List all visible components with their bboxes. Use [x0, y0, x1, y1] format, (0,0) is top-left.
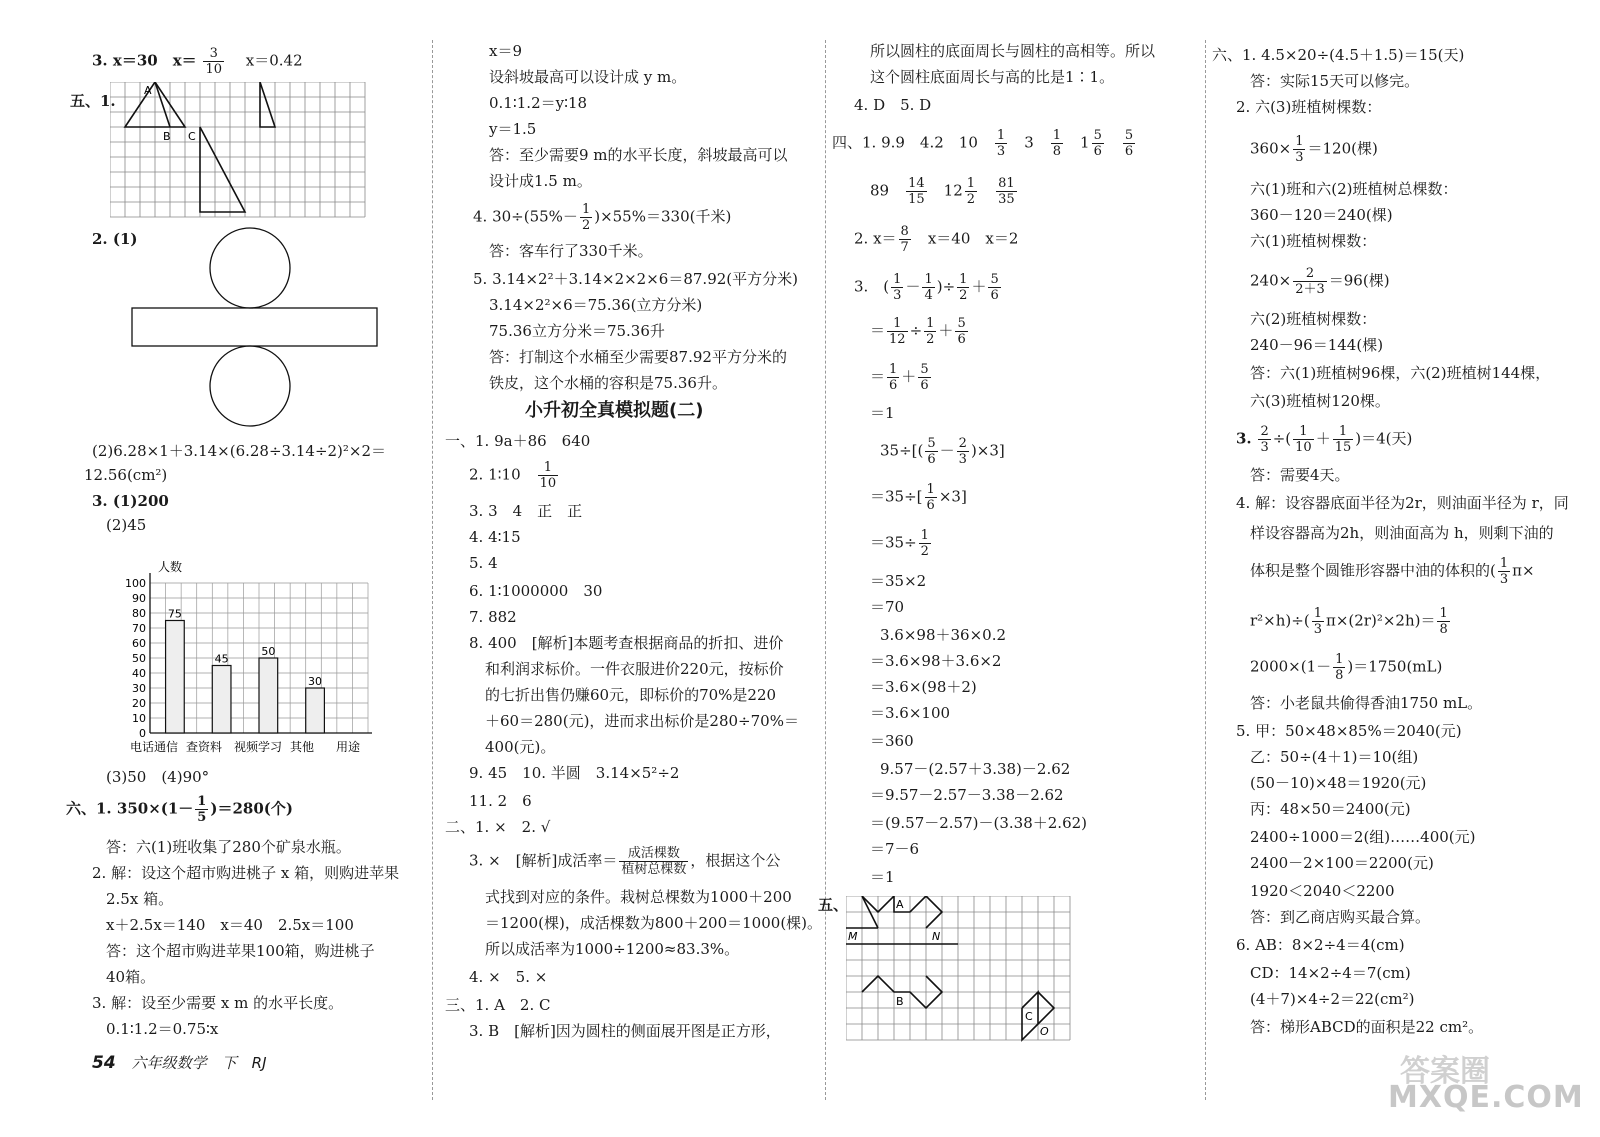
answer-line: (2)6.28×1＋3.14×(6.28÷3.14÷2)²×2＝ — [92, 442, 387, 460]
bar — [306, 688, 325, 733]
answer-line: 3. B [解析]因为圆柱的侧面展开图是正方形， — [469, 1022, 781, 1040]
answer-line: 一、1. 9a＋86 640 — [445, 432, 591, 450]
answer-line: 4. 30÷(55%－ $\frac{1}{2}$ )×55%＝330(千米) — [473, 202, 732, 233]
answer-line: 2000×(1－ $\frac{1}{8}$ )＝1750(mL) — [1250, 652, 1443, 683]
fraction: $\frac{1}{3}$ — [1313, 606, 1322, 637]
fraction: $\frac{1}{2}$ — [926, 316, 935, 347]
circle-bottom — [210, 346, 290, 426]
fraction: $\frac{5}{6}$ — [990, 272, 999, 303]
fraction: $\frac{1}{2}$ — [920, 528, 929, 559]
fraction: $\frac{1}{12}$ — [889, 316, 906, 347]
watermark-logo: 答案圈 — [1400, 1054, 1490, 1089]
answer-line: 和利润求标价。一件衣服进价220元，按标价 — [485, 660, 784, 678]
answer-line: 设计成1.5 m。 — [489, 172, 592, 190]
answer-line: ＝1 — [870, 404, 895, 422]
answer-line: 答：这个超市购进苹果100箱，购进桃子 — [106, 942, 375, 960]
answer-line: 7. 882 — [469, 608, 517, 626]
answer-line: 答：实际15天可以修完。 — [1250, 72, 1420, 90]
answer-line: 设斜坡最高可以设计成 y m。 — [489, 68, 687, 86]
answer-line: ＋60＝280(元)，进而求出标价是280÷70%＝ — [485, 712, 799, 730]
answer-line: 35÷[( $\frac{5}{6}$ － $\frac{2}{3}$ )×3] — [880, 436, 1005, 467]
y-axis-label: 人数 — [158, 560, 183, 574]
answer-line: 5. 4 — [469, 554, 498, 572]
answer-line: ＝(9.57－2.57)－(3.38＋2.62) — [870, 814, 1088, 832]
answer-line: ＝ $\frac{1}{12}$ ÷ $\frac{1}{2}$ ＋ $\frac{5}{6}$ — [870, 316, 966, 347]
answer-line: ＝7－6 — [870, 840, 920, 858]
answer-line: ＝35÷[ $\frac{1}{6}$ ×3] — [870, 482, 967, 513]
fraction: $\frac{1}{8}$ — [1439, 606, 1448, 637]
svg-text:B: B — [896, 995, 904, 1008]
answer-line: 六(3)班植树120棵。 — [1250, 392, 1390, 410]
answer-line: 2.5x 箱。 — [106, 890, 174, 908]
answer-line: x＝9 — [489, 42, 523, 60]
x-category-label: 视频学习 — [234, 740, 283, 754]
x-axis-label: 用途 — [336, 740, 361, 754]
answer-line: 12.56(cm²) — [84, 466, 168, 484]
y-tick-label: 30 — [132, 682, 146, 695]
y-tick-label: 70 — [132, 622, 146, 635]
grid-figure-1 — [110, 82, 370, 222]
answer-line: 2. 六(3)班植树棵数： — [1236, 98, 1382, 116]
fraction: $\frac{3}{10}$ — [205, 46, 222, 77]
fraction: $\frac{1}{3}$ — [1499, 556, 1509, 587]
fraction: $\frac{1}{15}$ — [1334, 424, 1352, 455]
grid-figure-2 — [846, 896, 1086, 1046]
fraction: $\frac{1}{6}$ — [926, 482, 935, 513]
fraction: $\frac{8}{7}$ — [900, 224, 909, 255]
answer-line: 答：至少需要9 m的水平长度，斜坡最高可以 — [489, 146, 788, 164]
answer-line: 答：客车行了330千米。 — [489, 242, 653, 260]
answer-line: 75.36立方分米＝75.36升 — [489, 322, 665, 340]
fraction: $\frac{14}{15}$ — [908, 176, 925, 207]
answer-line: (3)50 (4)90° — [106, 768, 210, 786]
answer-line: 4. 4∶15 — [469, 528, 521, 546]
cylinder-net-figure — [130, 226, 380, 466]
svg-text:A: A — [896, 898, 904, 911]
answer-line: 的七折出售仍赚60元，即标价的70%是220 — [485, 686, 777, 704]
answer-line: (4＋7)×4÷2＝22(cm²) — [1250, 990, 1415, 1008]
fraction: $\frac{2}{3}$ — [958, 436, 967, 467]
circle-top — [210, 228, 290, 308]
book-label: 六年级数学 下 RJ — [131, 1054, 267, 1072]
answer-line: 答：梯形ABCD的面积是22 cm²。 — [1250, 1018, 1484, 1036]
fraction: $\frac{1}{8}$ — [1335, 652, 1344, 683]
answer-line: 3. $\frac{2}{3}$ ÷( $\frac{1}{10}$ ＋ $\frac{1}{15}$ )＝4(天) — [1236, 424, 1413, 455]
bar-data-label: 30 — [308, 675, 323, 688]
y-tick-label: 40 — [132, 667, 146, 680]
answer-line: 式找到对应的条件。栽树总棵数为1000＋200 — [485, 888, 792, 906]
answer-line: y＝1.5 — [489, 120, 537, 138]
fraction: $\frac{5}{6}$ — [1093, 128, 1102, 159]
triangle-shape — [260, 82, 275, 127]
fraction: $\frac{1}{5}$ — [197, 794, 207, 825]
answer-line: 答：小老鼠共偷得香油1750 mL。 — [1250, 694, 1483, 712]
answer-line: 9.57－(2.57＋3.38)－2.62 — [880, 760, 1071, 778]
svg-text:O: O — [1040, 1025, 1049, 1038]
fraction: $\frac{81}{35}$ — [998, 176, 1015, 207]
fraction: $\frac{2}{2+3}$ — [1295, 266, 1325, 297]
triangle-shape — [200, 127, 245, 212]
column-divider — [432, 40, 433, 1100]
rectangle-side — [132, 308, 377, 346]
answer-line: 40箱。 — [106, 968, 156, 986]
answer-line: 六(2)班植树棵数： — [1250, 310, 1377, 328]
answer-line: 4. × 5. × — [469, 968, 548, 986]
answer-line: ＝3.6×100 — [870, 704, 951, 722]
answer-line: (50－10)×48＝1920(元) — [1250, 774, 1427, 792]
answer-line: ＝360 — [870, 732, 914, 750]
answer-line: 2. x＝ $\frac{8}{7}$ x＝40 x＝2 — [854, 224, 1019, 255]
answer-line: (2)45 — [106, 516, 147, 534]
fraction: $\frac{5}{6}$ — [957, 316, 966, 347]
answer-line: 0.1∶1.2＝y∶18 — [489, 94, 588, 112]
answer-line: 0.1∶1.2＝0.75∶x — [106, 1020, 219, 1038]
answer-line: x＋2.5x＝140 x＝40 2.5x＝100 — [106, 916, 354, 934]
bar — [212, 666, 231, 734]
answer-line: 六、1. 4.5×20÷(4.5＋1.5)＝15(天) — [1212, 46, 1465, 64]
bar — [259, 658, 278, 733]
answer-line: 4. 解：设容器底面半径为2r，则油面半径为 r，同 — [1236, 494, 1569, 512]
answer-line: 89 $\frac{14}{15}$ 12 $\frac{1}{2}$ $\frac{81}{35}$ — [870, 176, 1015, 207]
svg-text:N: N — [932, 930, 941, 943]
answer-line: 3.6×98＋36×0.2 — [880, 626, 1007, 644]
answer-line: 5. 甲：50×48×85%＝2040(元) — [1236, 722, 1462, 740]
answer-line: 乙：50÷(4＋1)＝10(组) — [1250, 748, 1419, 766]
answer-line: ＝3.6×(98＋2) — [870, 678, 977, 696]
y-tick-label: 50 — [132, 652, 146, 665]
answer-line: 4. D 5. D — [854, 96, 932, 114]
answer-line: 1920＜2040＜2200 — [1250, 882, 1395, 900]
fraction: $\frac{2}{3}$ — [1260, 424, 1269, 455]
answer-line: 铁皮，这个水桶的容积是75.36升。 — [489, 374, 727, 392]
bar-data-label: 50 — [261, 645, 276, 658]
answer-line: 11. 2 6 — [469, 792, 532, 810]
answer-line: 3. ( $\frac{1}{3}$ － $\frac{1}{4}$ )÷ $\frac{1}{2}$ ＋ $\frac{5}{6}$ — [854, 272, 999, 303]
svg-text:A: A — [144, 84, 152, 97]
answer-line: 所以圆柱的底面周长与圆柱的高相等。所以 — [870, 42, 1156, 60]
answer-line: 丙：48×50＝2400(元) — [1250, 800, 1411, 818]
fraction: $\frac{1}{10}$ — [1295, 424, 1312, 455]
answer-line: ＝35×2 — [870, 572, 927, 590]
answer-line: 3. × [解析]成活率＝ $\frac{\text{成活棵数}}{\text{植树总棵数}}$ ，根据这个公 — [469, 846, 781, 877]
answer-line: 四、1. 9.9 4.2 10 $\frac{1}{3}$ 3 $\frac{1}{8}$ 1 $\frac{5}{6}$ $\frac{5}{6}$ — [832, 128, 1134, 159]
y-tick-label: 80 — [132, 607, 146, 620]
y-tick-label: 60 — [132, 637, 146, 650]
svg-text:C: C — [188, 130, 196, 143]
bar — [166, 621, 185, 734]
fraction: $\frac{\text{成活棵数}}{\text{植树总棵数}}$ — [621, 846, 687, 877]
x-category-label: 电话通信 — [130, 740, 179, 754]
answer-line: 2. 解：设这个超市购进桃子 x 箱，则购进苹果 — [92, 864, 400, 882]
answer-line: 三、1. A 2. C — [445, 996, 551, 1014]
svg-text:B: B — [163, 130, 171, 143]
fraction: $\frac{1}{8}$ — [1052, 128, 1062, 159]
answer-line: 240× $\frac{2}{2+3}$ ＝96(棵) — [1250, 266, 1390, 297]
answer-line: 答：到乙商店购买最合算。 — [1250, 908, 1431, 926]
answer-line: 所以成活率为1000÷1200≈83.3%。 — [485, 940, 740, 958]
column-divider — [825, 40, 826, 1100]
fraction: $\frac{1}{2}$ — [581, 202, 591, 233]
x-category-label: 其他 — [290, 740, 315, 754]
fraction: $\frac{5}{6}$ — [920, 362, 929, 393]
page-footer — [92, 1052, 267, 1073]
section-title: 小升初全真模拟题(二) — [525, 400, 704, 421]
answer-line: 360－120＝240(棵) — [1250, 206, 1393, 224]
answer-line: 体积是整个圆锥形容器中油的体积的( $\frac{1}{3}$ π× — [1250, 556, 1535, 587]
answer-line: 六(1)班植树棵数： — [1250, 232, 1377, 250]
answer-line: 2. 1∶10 $\frac{1}{10}$ — [469, 460, 557, 491]
answer-line: 8. 400 [解析]本题考查根据商品的折扣、进价 — [469, 634, 784, 652]
fraction: $\frac{1}{2}$ — [966, 176, 976, 207]
page-number: 54 — [92, 1053, 116, 1073]
answer-line: 样设容器高为2h，则油面高为 h，则剩下油的 — [1250, 524, 1554, 542]
answer-line: 5. 3.14×2²＋3.14×2×2×6＝87.92(平方分米) — [473, 270, 798, 288]
answer-line: 六、1. 350×(1－ $\frac{1}{5}$ )＝280(个) — [66, 794, 293, 825]
fraction: $\frac{1}{10}$ — [539, 460, 557, 491]
answer-line: ＝70 — [870, 598, 905, 616]
fraction: $\frac{1}{6}$ — [889, 362, 898, 393]
bar-chart — [112, 538, 432, 763]
watermark: MXQE.COM — [1388, 1080, 1584, 1115]
answer-line: 3.14×2²×6＝75.36(立方分米) — [489, 296, 703, 314]
question-label: 2. (1) — [92, 230, 138, 248]
answer-line: ＝1200(棵)，成活棵数为800＋200＝1000(棵)。 — [485, 914, 823, 932]
svg-text:M: M — [848, 930, 858, 943]
answer-line: 3. 解：设至少需要 x m 的水平长度。 — [92, 994, 344, 1012]
answer-line: 9. 45 10. 半圆 3.14×5²÷2 — [469, 764, 680, 782]
answer-line: ＝35÷ $\frac{1}{2}$ — [870, 528, 929, 559]
x-category-label: 查资料 — [186, 740, 223, 754]
fraction: $\frac{1}{3}$ — [893, 272, 902, 303]
column-divider — [1205, 40, 1206, 1100]
answer-line: 240－96＝144(棵) — [1250, 336, 1384, 354]
svg-text:C: C — [1025, 1010, 1033, 1023]
answer-line: 6. 1∶1000000 30 — [469, 582, 603, 600]
answer-line: 答：六(1)班植树96棵，六(2)班植树144棵， — [1250, 364, 1551, 382]
section-heading: 五、1. — [70, 92, 116, 110]
section-heading: 五、 — [818, 896, 849, 914]
fraction: $\frac{1}{4}$ — [924, 272, 933, 303]
answer-line: r²×h)÷( $\frac{1}{3}$ π×(2r)²×2h)＝ $\frac{1}{8}$ — [1250, 606, 1448, 637]
answer-line: ＝1 — [870, 868, 895, 886]
fraction: $\frac{5}{6}$ — [927, 436, 936, 467]
y-tick-label: 10 — [132, 712, 146, 725]
answer-line: 3. x＝30 x＝ $\frac{3}{10}$ x＝0.42 — [92, 46, 303, 77]
answer-line: 答：打制这个水桶至少需要87.92平方分米的 — [489, 348, 787, 366]
answer-line: 6. AB：8×2÷4＝4(cm) — [1236, 936, 1405, 954]
fraction: $\frac{1}{2}$ — [959, 272, 968, 303]
answer-line: 400(元)。 — [485, 738, 556, 756]
y-tick-label: 100 — [125, 577, 146, 590]
answer-line: ＝ $\frac{1}{6}$ ＋ $\frac{5}{6}$ — [870, 362, 929, 393]
answer-line: 3. (1)200 — [92, 492, 169, 510]
fraction: $\frac{5}{6}$ — [1124, 128, 1134, 159]
answer-line: CD：14×2÷4＝7(cm) — [1250, 964, 1411, 982]
answer-line: ＝3.6×98＋3.6×2 — [870, 652, 1002, 670]
answer-line: 六(1)班和六(2)班植树总棵数： — [1250, 180, 1458, 198]
y-tick-label: 20 — [132, 697, 146, 710]
y-tick-label: 90 — [132, 592, 146, 605]
answer-line: 这个圆柱底面周长与高的比是1∶1。 — [870, 68, 1115, 86]
bar-data-label: 45 — [214, 652, 229, 666]
answer-line: 2400÷1000＝2(组)……400(元) — [1250, 828, 1476, 846]
answer-line: 答：需要4天。 — [1250, 466, 1350, 484]
answer-line: 2400－2×100＝2200(元) — [1250, 854, 1434, 872]
answer-line: 3. 3 4 正 正 — [469, 502, 583, 520]
answer-line: 二、1. × 2. √ — [445, 818, 551, 836]
fraction: $\frac{1}{3}$ — [1295, 134, 1304, 165]
answer-line: ＝9.57－2.57－3.38－2.62 — [870, 786, 1064, 804]
y-tick-label: 0 — [139, 727, 146, 740]
fraction: $\frac{1}{3}$ — [996, 128, 1006, 159]
answer-line: 答：六(1)班收集了280个矿泉水瓶。 — [106, 838, 351, 856]
bar-data-label: 75 — [167, 607, 182, 621]
answer-line: 360× $\frac{1}{3}$ ＝120(棵) — [1250, 134, 1378, 165]
